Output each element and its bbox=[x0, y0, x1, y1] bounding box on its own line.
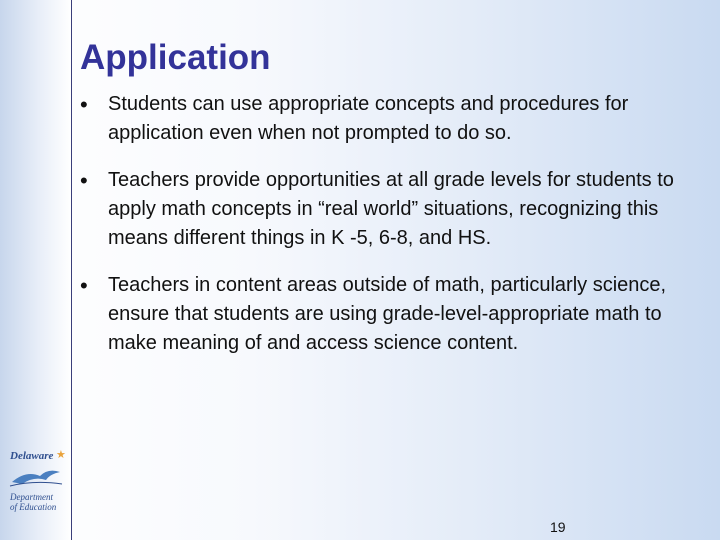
logo-dept-line1: Department bbox=[10, 492, 53, 502]
bullet-item bbox=[80, 271, 690, 358]
logo-title: Delaware bbox=[10, 450, 54, 462]
page-number: 19 bbox=[550, 519, 566, 535]
bullet-list bbox=[80, 90, 690, 358]
bullet-icon: • bbox=[80, 92, 88, 117]
sidebar-band bbox=[0, 0, 72, 540]
bullet-text: Students can use appropriate concepts and procedures for application even when not prompted to do so. bbox=[108, 93, 629, 144]
delaware-doe-logo bbox=[4, 440, 68, 520]
star-icon: ★ bbox=[56, 449, 66, 461]
bullet-icon: • bbox=[80, 273, 88, 298]
bullet-item bbox=[80, 166, 690, 253]
slide-title: Application bbox=[80, 38, 271, 77]
bullet-icon: • bbox=[80, 168, 88, 193]
logo-department bbox=[10, 492, 74, 512]
bullet-item bbox=[80, 90, 690, 148]
bird-icon bbox=[4, 464, 68, 490]
bullet-text: Teachers provide opportunities at all grade levels for students to apply math concepts in “real world” situations, recognizing this means different things in K -5, 6-8, and HS. bbox=[108, 169, 674, 249]
logo-dept-line2: of Education bbox=[10, 502, 57, 512]
bullet-text: Teachers in content areas outside of math, particularly science, ensure that students are using grade-level-appropriate math to make meaning of and access science content. bbox=[108, 274, 667, 354]
